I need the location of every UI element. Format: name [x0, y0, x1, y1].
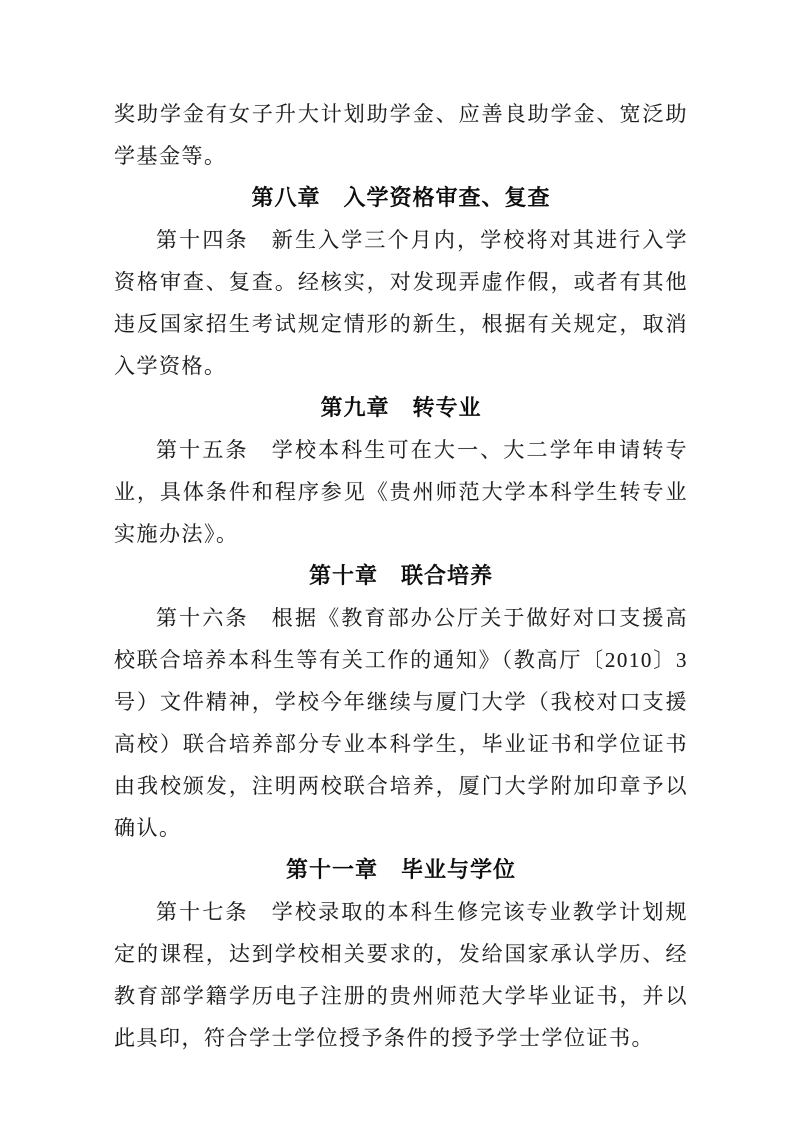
- chapter-9-heading: 第九章 转专业: [320, 395, 482, 420]
- chapter-11-heading: 第十一章 毕业与学位: [285, 857, 516, 882]
- article-16-paragraph: 第十六条 根据《教育部办公厅关于做好对口支援高校联合培养本科生等有关工作的通知》（教高厅〔2010〕3 号）文件精神，学校今年继续与厦门大学（我校对口支援高校）联合培养部分专业本科学生，毕业证书和学位证书由我校颁发，注明两校联合培养，厦门大学附加印章予以确认。: [114, 606, 688, 840]
- article-17-paragraph: 第十七条 学校录取的本科生修完该专业教学计划规定的课程，达到学校相关要求的，发给国家承认学历、经教育部学籍学历电子注册的贵州师范大学毕业证书，并以此具印，符合学士学位授予条件的授予学士学位证书。: [114, 900, 688, 1050]
- chapter-8-heading: 第八章 入学资格审查、复查: [251, 185, 551, 210]
- article-15-paragraph: 第十五条 学校本科生可在大一、大二学年申请转专业，具体条件和程序参见《贵州师范大学本科学生转专业实施办法》。: [114, 438, 688, 546]
- chapter-10-heading: 第十章 联合培养: [308, 563, 493, 588]
- scholarship-paragraph-continuation: 奖助学金有女子升大计划助学金、应善良助学金、宽泛助学基金等。: [114, 102, 688, 168]
- article-14-paragraph: 第十四条 新生入学三个月内，学校将对其进行入学资格审查、复查。经核实，对发现弄虚作假，或者有其他违反国家招生考试规定情形的新生，根据有关规定，取消入学资格。: [114, 228, 688, 378]
- document-content: [114, 93, 688, 1059]
